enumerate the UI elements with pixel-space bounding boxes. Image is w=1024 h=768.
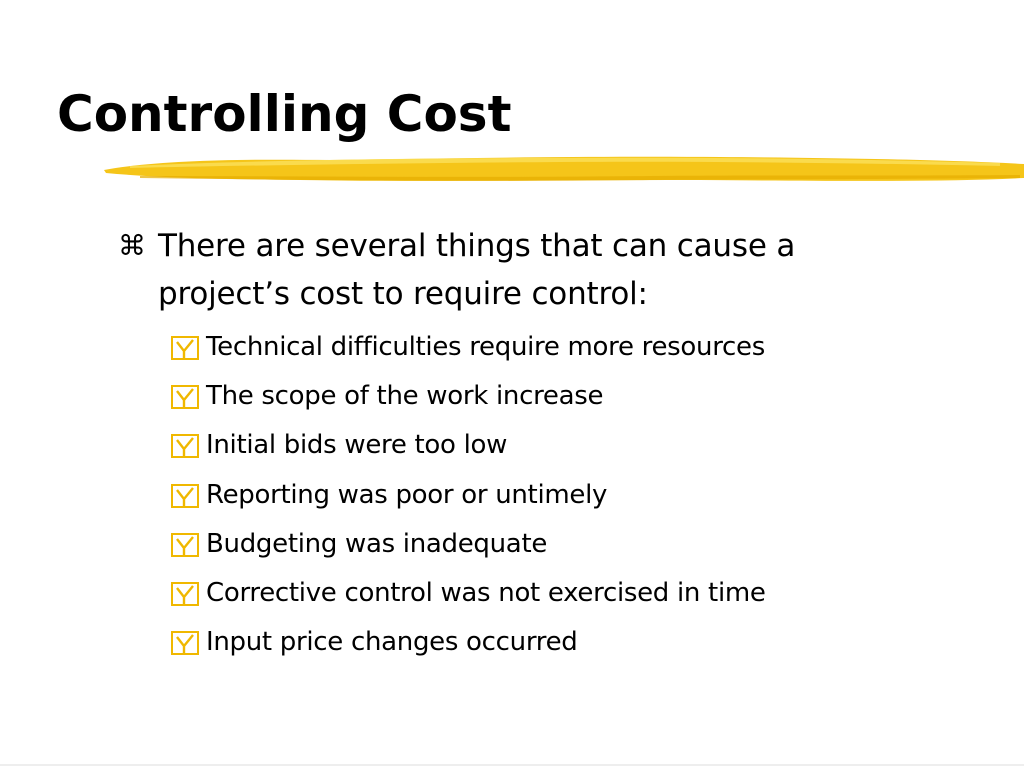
sub-bullet-text: Corrective control was not exercised in time: [206, 578, 766, 609]
checkbox-y-icon: [170, 429, 202, 461]
main-bullet-text: [158, 222, 795, 318]
sub-bullet-list: [170, 322, 766, 667]
checkbox-y-icon: [170, 479, 202, 511]
sub-bullet-item: [170, 421, 766, 470]
bottom-divider: [0, 764, 1024, 766]
main-bullet: [118, 222, 908, 318]
main-bullet-line-1: There are several things that can cause a: [158, 228, 796, 264]
sub-bullet-item: [170, 371, 766, 420]
sub-bullet-item: [170, 618, 766, 667]
checkbox-y-icon: [170, 577, 202, 609]
checkbox-y-icon: [170, 626, 202, 658]
sub-bullet-text: Reporting was poor or untimely: [206, 479, 608, 510]
slide-title: Controlling Cost: [57, 85, 512, 143]
checkbox-y-icon: [170, 331, 202, 363]
sub-bullet-item: [170, 470, 766, 519]
sub-bullet-text: Input price changes occurred: [206, 627, 578, 658]
command-key-icon: ⌘: [118, 229, 146, 262]
sub-bullet-item: [170, 322, 766, 371]
sub-bullet-item: [170, 519, 766, 568]
sub-bullet-text: The scope of the work increase: [206, 380, 604, 411]
sub-bullet-text: Budgeting was inadequate: [206, 528, 548, 559]
sub-bullet-text: Technical difficulties require more resources: [206, 331, 765, 362]
sub-bullet-item: [170, 568, 766, 617]
checkbox-y-icon: [170, 380, 202, 412]
main-bullet-line-2: project’s cost to require control:: [158, 276, 648, 312]
checkbox-y-icon: [170, 528, 202, 560]
sub-bullet-text: Initial bids were too low: [206, 430, 508, 461]
